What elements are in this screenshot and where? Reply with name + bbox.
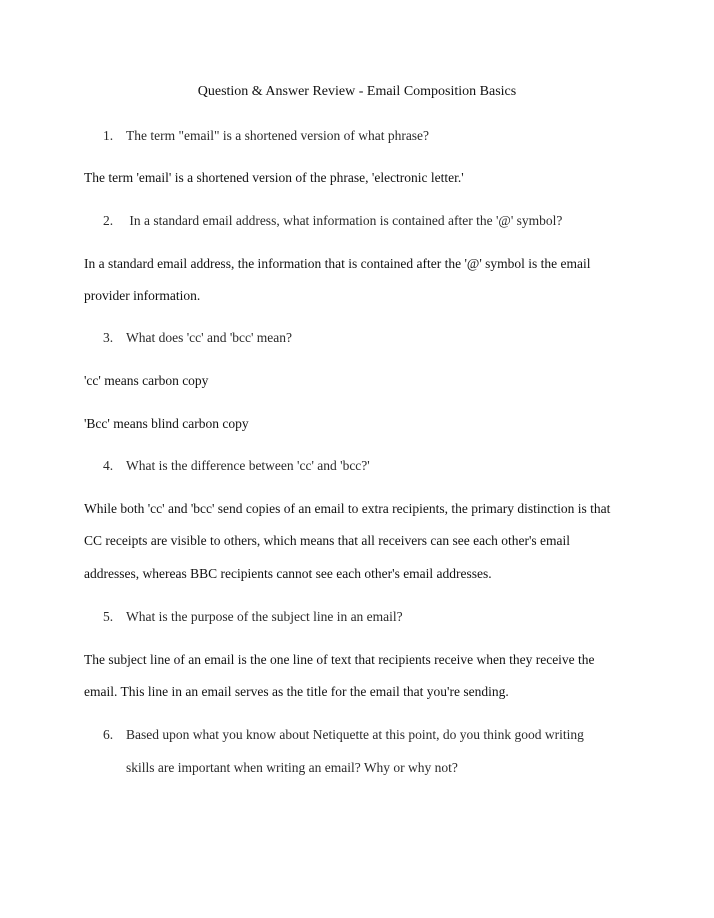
question-3	[103, 329, 292, 347]
question-number: 1.	[103, 128, 114, 143]
question-6-continuation: skills are important when writing an email? Why or why not?	[126, 760, 458, 775]
question-number: 2.	[103, 213, 114, 228]
question-5	[103, 608, 403, 626]
answer-5-line-1: The subject line of an email is the one line of text that recipients receive when they receive the	[84, 652, 595, 667]
question-2	[103, 212, 562, 230]
question-text: The term "email" is a shortened version of what phrase?	[126, 128, 430, 143]
answer-2-line-2: provider information.	[84, 288, 201, 303]
question-text: In a standard email address, what information is contained after the '@' symbol?	[126, 213, 563, 228]
question-text: What does 'cc' and 'bcc' mean?	[126, 330, 293, 345]
question-number: 6.	[103, 727, 114, 742]
answer-2-line-1: In a standard email address, the information that is contained after the '@' symbol is the email	[84, 256, 591, 271]
question-1	[103, 127, 429, 145]
answer-3-line-2: 'Bcc' means blind carbon copy	[84, 416, 249, 431]
answer-4-line-2: CC receipts are visible to others, which means that all receivers can see each other's email	[84, 533, 570, 548]
question-text: What is the difference between 'cc' and 'bcc?'	[126, 458, 370, 473]
question-4	[103, 457, 370, 475]
answer-5-line-2: email. This line in an email serves as the title for the email that you're sending.	[84, 684, 509, 699]
answer-1-line-1: The term 'email' is a shortened version of the phrase, 'electronic letter.'	[84, 170, 464, 185]
question-6	[103, 726, 584, 744]
question-text: What is the purpose of the subject line in an email?	[126, 609, 403, 624]
document-title: Question & Answer Review - Email Composition Basics	[197, 84, 517, 99]
question-number: 3.	[103, 330, 114, 345]
answer-3-line-1: 'cc' means carbon copy	[84, 373, 209, 388]
question-text: Based upon what you know about Netiquette at this point, do you think good writing	[126, 727, 584, 742]
answer-4-line-1: While both 'cc' and 'bcc' send copies of an email to extra recipients, the primary distinction is that	[84, 501, 611, 516]
answer-4-line-3: addresses, whereas BBC recipients cannot see each other's email addresses.	[84, 566, 492, 581]
question-number: 5.	[103, 609, 114, 624]
question-number: 4.	[103, 458, 114, 473]
